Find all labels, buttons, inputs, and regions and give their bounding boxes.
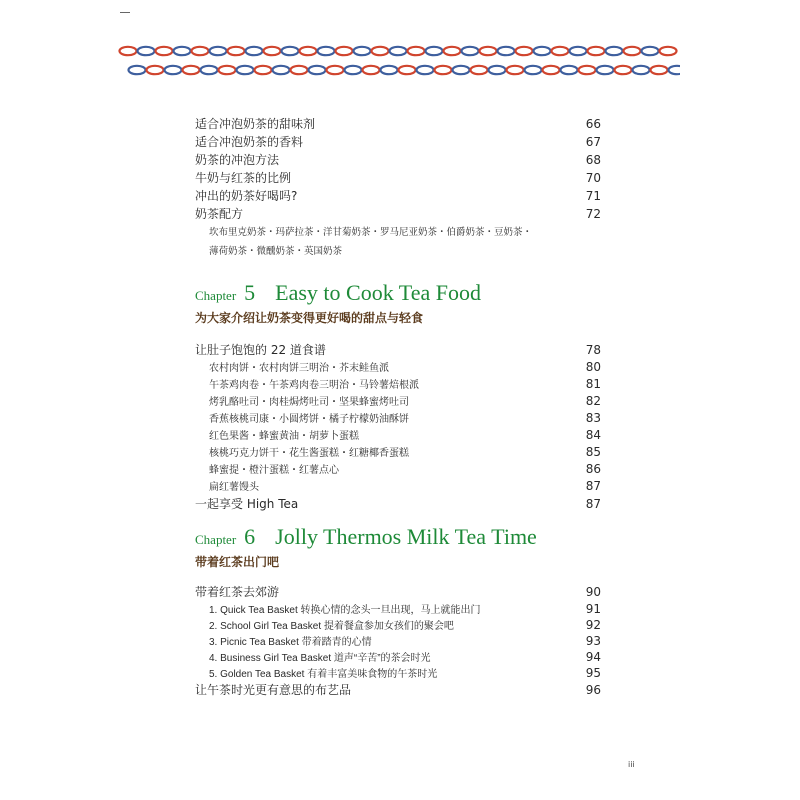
- chain-link: [273, 66, 290, 74]
- chain-link: [372, 47, 389, 55]
- chain-link: [291, 66, 308, 74]
- toc-entry: [195, 169, 601, 187]
- chain-link: [345, 66, 362, 74]
- toc-entry: [195, 393, 601, 410]
- toc-entry: [195, 583, 601, 601]
- toc-page-number: 66: [585, 117, 601, 131]
- chain-link: [219, 66, 236, 74]
- toc-page-number: 85: [585, 445, 601, 459]
- chain-link: [246, 47, 263, 55]
- chain-link: [534, 47, 551, 55]
- toc-entry: [195, 410, 601, 427]
- chapter-6-header: [195, 524, 537, 570]
- toc-entry-title: 让肚子饱饱的 22 道食谱: [195, 343, 326, 357]
- chain-link: [579, 66, 596, 74]
- chain-link: [435, 66, 452, 74]
- chapter-number: 5: [244, 280, 256, 305]
- chain-link: [120, 47, 137, 55]
- toc-entry: [195, 649, 601, 665]
- toc-entry-title: 牛奶与红茶的比例: [195, 171, 292, 185]
- chapter-label: Chapter: [195, 288, 237, 303]
- toc-entry: [195, 115, 601, 133]
- crop-mark: [120, 12, 130, 13]
- chain-link: [318, 47, 335, 55]
- toc-entry-title: 5. Golden Tea Basket 有着丰富美味食物的午茶时光: [209, 669, 438, 680]
- toc-page-number: 68: [585, 153, 601, 167]
- toc-section-chapter-6: [195, 583, 601, 699]
- chain-link: [444, 47, 461, 55]
- chain-link-border: [118, 42, 680, 80]
- chain-link: [237, 66, 254, 74]
- toc-entry-title: 奶茶配方: [195, 207, 244, 221]
- toc-entry-title: 带着红茶去郊游: [195, 585, 280, 599]
- toc-page-number: 71: [585, 189, 601, 203]
- chain-link: [129, 66, 146, 74]
- chapter-title: Easy to Cook Tea Food: [275, 280, 481, 305]
- toc-page-number: 80: [585, 360, 601, 374]
- chain-link: [507, 66, 524, 74]
- toc-entry-title: 红色果酱・蜂蜜黄油・胡萝卜蛋糕: [209, 431, 359, 442]
- chain-link: [588, 47, 605, 55]
- chain-link: [633, 66, 650, 74]
- chain-link: [606, 47, 623, 55]
- toc-page-number: 81: [585, 377, 601, 391]
- toc-entry: [195, 461, 601, 478]
- chain-link: [147, 66, 164, 74]
- toc-entry: [195, 633, 601, 649]
- toc-page-number: 70: [585, 171, 601, 185]
- toc-entry-title: 核桃巧克力饼干・花生酱蛋糕・红糖椰香蛋糕: [209, 448, 409, 459]
- chapter-number: 6: [244, 524, 256, 549]
- toc-entry: [195, 359, 601, 376]
- chapter-label: Chapter: [195, 532, 237, 547]
- toc-entry-title: 烤乳酪吐司・肉桂焗烤吐司・坚果蜂蜜烤吐司: [209, 397, 409, 408]
- toc-entry: [195, 617, 601, 633]
- toc-page-number: 82: [585, 394, 601, 408]
- chain-link: [399, 66, 416, 74]
- chain-link: [183, 66, 200, 74]
- toc-entry: [195, 205, 601, 223]
- toc-page-number: 92: [585, 618, 601, 632]
- chain-link: [543, 66, 560, 74]
- toc-page-number: 87: [585, 497, 601, 511]
- toc-entry: [195, 133, 601, 151]
- chain-link: [192, 47, 209, 55]
- toc-entry-title: 适合冲泡奶茶的甜味剂: [195, 117, 316, 131]
- toc-entry-title: 奶茶的冲泡方法: [195, 153, 280, 167]
- chain-link: [417, 66, 434, 74]
- toc-entry-title: 3. Picnic Tea Basket 带着踏青的心情: [209, 637, 372, 648]
- toc-entry: [195, 427, 601, 444]
- chain-link: [381, 66, 398, 74]
- toc-entry-title: 一起享受 High Tea: [195, 497, 299, 511]
- chain-link: [597, 66, 614, 74]
- toc-entry: [195, 444, 601, 461]
- page-folio: iii: [628, 760, 635, 769]
- chain-link: [282, 47, 299, 55]
- toc-entry-title: 4. Business Girl Tea Basket 道声“辛苦”的茶会时光: [209, 653, 431, 664]
- chain-link: [570, 47, 587, 55]
- chain-link: [651, 66, 668, 74]
- chain-link: [390, 47, 407, 55]
- toc-page-number: 93: [585, 634, 601, 648]
- toc-entry-title: 让午茶时光更有意思的布艺品: [195, 683, 352, 697]
- toc-entry: [195, 495, 601, 513]
- chain-link: [453, 66, 470, 74]
- chain-link: [210, 47, 227, 55]
- recipe-list-note: 坎布里克奶茶・玛萨拉茶・洋甘菊奶茶・罗马尼亚奶茶・伯爵奶茶・豆奶茶・薄荷奶茶・微醺奶茶・英国奶茶: [209, 227, 533, 257]
- chain-link: [516, 47, 533, 55]
- toc-page-number: 90: [585, 585, 601, 599]
- toc-page-number: 87: [585, 479, 601, 493]
- chain-link: [255, 66, 272, 74]
- chain-link: [336, 47, 353, 55]
- toc-entry: [195, 341, 601, 359]
- chapter-title: Jolly Thermos Milk Tea Time: [275, 524, 537, 549]
- chain-link: [489, 66, 506, 74]
- toc-page-number: 95: [585, 666, 601, 680]
- toc-entry-title: 香蕉核桃司康・小圆烤饼・橘子柠檬奶油酥饼: [209, 414, 409, 425]
- chain-link: [498, 47, 515, 55]
- toc-entry-title: 蜂蜜提・橙汁蛋糕・红薯点心: [209, 465, 339, 476]
- chapter-5-header: [195, 280, 481, 326]
- toc-entry-title: 农村肉饼・农村肉饼三明治・芥末鲑鱼派: [209, 363, 389, 374]
- toc-page-number: 94: [585, 650, 601, 664]
- toc-entry: [195, 478, 601, 495]
- chain-link: [138, 47, 155, 55]
- chain-link: [174, 47, 191, 55]
- toc-page-number: 96: [585, 683, 601, 697]
- chain-link: [615, 66, 632, 74]
- toc-entry-title: 午茶鸡肉卷・午茶鸡肉卷三明治・马铃薯焙根派: [209, 380, 419, 391]
- toc-page-number: 91: [585, 602, 601, 616]
- chain-link: [264, 47, 281, 55]
- toc-entry: [195, 151, 601, 169]
- chain-link: [201, 66, 218, 74]
- chapter-subtitle: 带着红茶出门吧: [195, 555, 280, 569]
- toc-page-number: 83: [585, 411, 601, 425]
- toc-section-milk-tea: [195, 115, 601, 261]
- chain-link: [642, 47, 659, 55]
- chain-link: [561, 66, 578, 74]
- chain-link: [552, 47, 569, 55]
- chain-link: [669, 66, 681, 74]
- toc-entry: [195, 601, 601, 617]
- chapter-subtitle: 为大家介绍让奶茶变得更好喝的甜点与轻食: [195, 311, 424, 325]
- toc-entry-title: 适合冲泡奶茶的香料: [195, 135, 304, 149]
- chain-link: [462, 47, 479, 55]
- chain-link: [228, 47, 245, 55]
- chain-link: [165, 66, 182, 74]
- chain-link: [624, 47, 641, 55]
- chain-link: [354, 47, 371, 55]
- chain-link: [363, 66, 380, 74]
- toc-page-number: 67: [585, 135, 601, 149]
- toc-entry: [195, 187, 601, 205]
- chain-link: [660, 47, 677, 55]
- toc-entry: [195, 376, 601, 393]
- chain-link: [480, 47, 497, 55]
- toc-entry: [195, 681, 601, 699]
- toc-entry-title: 扁红薯馒头: [209, 482, 259, 493]
- chain-link: [300, 47, 317, 55]
- toc-entry-title: 1. Quick Tea Basket 转换心情的念头一旦出现，马上就能出门: [209, 605, 481, 616]
- chain-link: [327, 66, 344, 74]
- chain-link: [309, 66, 326, 74]
- toc-entry: [195, 665, 601, 681]
- chain-link: [408, 47, 425, 55]
- toc-section-chapter-5: [195, 341, 601, 513]
- toc-page-number: 84: [585, 428, 601, 442]
- toc-page-number: 72: [585, 207, 601, 221]
- chain-link: [156, 47, 173, 55]
- chain-link: [525, 66, 542, 74]
- chain-link: [426, 47, 443, 55]
- chain-link: [471, 66, 488, 74]
- toc-page-number: 78: [585, 343, 601, 357]
- toc-entry-title: 冲出的奶茶好喝吗?: [195, 189, 298, 203]
- toc-entry-title: 2. School Girl Tea Basket 提着餐盒参加女孩们的聚会吧: [209, 621, 454, 632]
- toc-page-number: 86: [585, 462, 601, 476]
